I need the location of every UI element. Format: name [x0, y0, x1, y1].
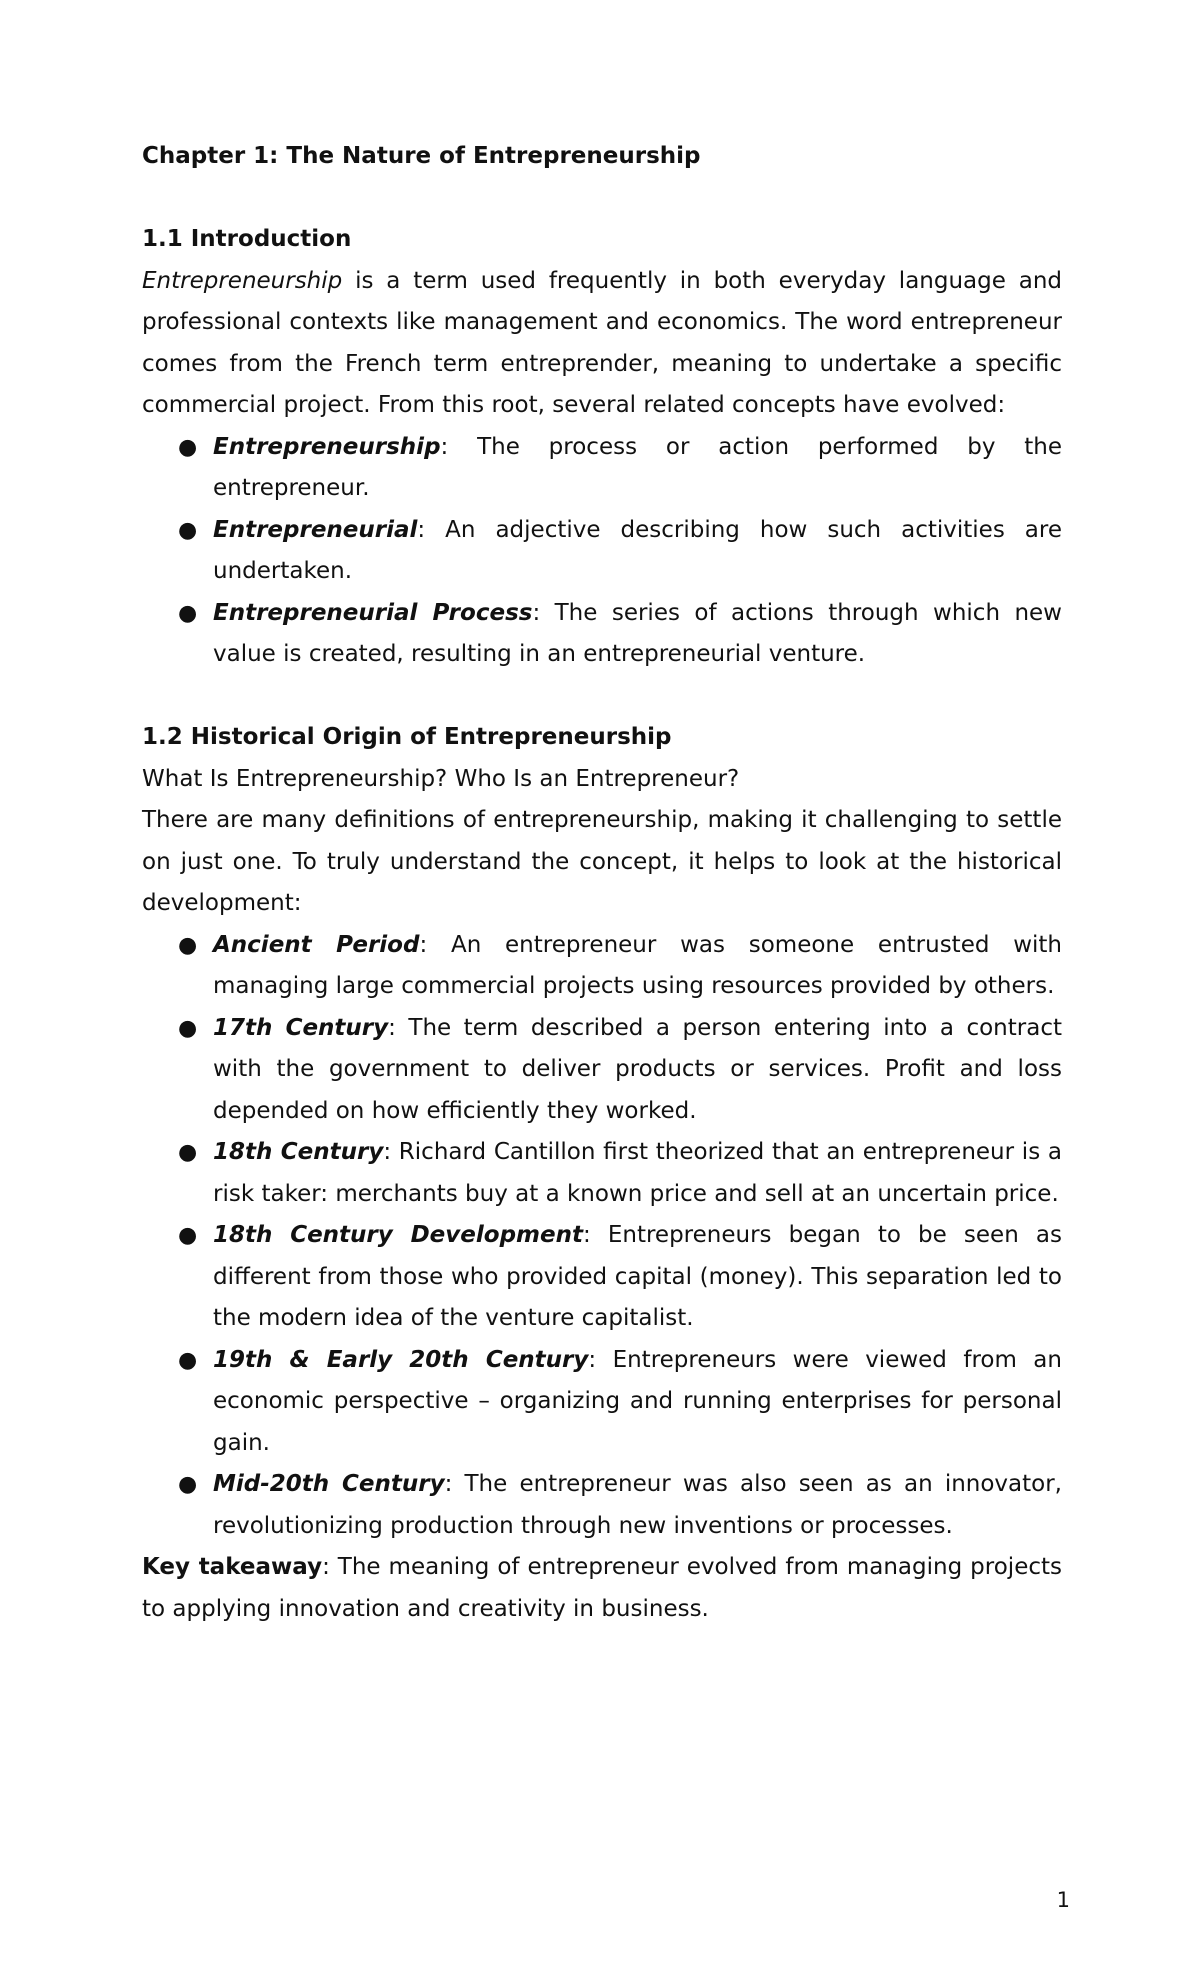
bullet-icon: ●	[178, 1015, 198, 1041]
section-2-title: 1.2 Historical Origin of Entrepreneurship	[142, 724, 672, 750]
list-item	[142, 1464, 1062, 1547]
bullet-term: 17th Century	[213, 1014, 389, 1041]
bullet-text: : The term described a person entering into a contract with the government to deliver products or services. Profit and loss depended on how efficiently they worked.	[213, 1014, 1062, 1124]
bullet-text: : Entrepreneurs began to be seen as different from those who provided capital (money). This separation led to the modern idea of the venture capitalist.	[213, 1222, 1063, 1331]
section-1-intro	[142, 261, 1062, 427]
list-item	[142, 925, 1062, 1008]
bullet-text: : An adjective describing how such activities are undertaken.	[213, 516, 1062, 584]
spacer	[142, 676, 1062, 718]
page-content	[142, 136, 1062, 1630]
list-item	[142, 593, 1062, 676]
intro-term: Entrepreneurship	[142, 267, 343, 294]
bullet-icon: ●	[178, 517, 198, 543]
bullet-icon: ●	[178, 1472, 198, 1497]
chapter-title: Chapter 1: The Nature of Entrepreneurship	[142, 143, 701, 169]
list-item	[142, 1215, 1062, 1340]
intro-text: is a term used frequently in both everyday language and professional contexts like management and economics. The word entrepreneur comes from the French term entreprender, meaning to undertake a specific commercial project. From this root, several related concepts have evolved:	[142, 267, 1062, 418]
section-2-intro: There are many definitions of entrepreneurship, making it challenging to settle on just one. To truly understand the concept, it helps to look at the historical development:	[142, 807, 1062, 916]
bullet-term: Entrepreneurial	[213, 516, 418, 543]
section-1-title: 1.1 Introduction	[142, 226, 352, 252]
bullet-term: Entrepreneurial Process	[213, 599, 533, 626]
bullet-term: Ancient Period	[213, 931, 420, 958]
page-number: 1	[1056, 1888, 1070, 1912]
bullet-icon: ●	[178, 1223, 198, 1248]
bullet-term: 18th Century Development	[213, 1222, 583, 1248]
bullet-term: Entrepreneurship	[213, 433, 441, 460]
spacer	[142, 178, 1062, 220]
bullet-icon: ●	[178, 600, 198, 626]
bullet-icon: ●	[178, 1140, 198, 1165]
list-item	[142, 427, 1062, 510]
list-item	[142, 1008, 1062, 1133]
bullet-term: Mid-20th Century	[213, 1471, 445, 1497]
list-item	[142, 510, 1062, 593]
bullet-text: : The series of actions through which new value is created, resulting in an entrepreneurial venture.	[213, 599, 1062, 667]
bullet-text: : An entrepreneur was someone entrusted with managing large commercial projects using resources provided by others.	[213, 931, 1063, 999]
takeaway-label: Key takeaway	[142, 1554, 323, 1580]
list-item	[142, 1132, 1062, 1215]
bullet-text: : Entrepreneurs were viewed from an economic perspective – organizing and running enterprises for personal gain.	[213, 1346, 1062, 1456]
bullet-text: : The entrepreneur was also seen as an innovator, revolutionizing production through new inventions or processes.	[213, 1471, 1062, 1539]
bullet-term: 18th Century	[213, 1139, 384, 1165]
bullet-term: 19th & Early 20th Century	[213, 1346, 589, 1373]
bullet-icon: ●	[178, 434, 198, 460]
bullet-icon: ●	[178, 1347, 198, 1373]
bullet-text: : Richard Cantillon first theorized that an entrepreneur is a risk taker: merchants buy at a known price and sell at an uncertain price.	[213, 1139, 1062, 1207]
section-1-bullet-list	[142, 427, 1062, 676]
list-item	[142, 1340, 1062, 1465]
takeaway-text: : The meaning of entrepreneur evolved from managing projects to applying innovation and creativity in business.	[142, 1554, 1062, 1622]
section-2-bullet-list	[142, 925, 1062, 1548]
section-2-subheading: What Is Entrepreneurship? Who Is an Entrepreneur?	[142, 765, 740, 792]
key-takeaway	[142, 1547, 1062, 1630]
bullet-text: : The process or action performed by the entrepreneur.	[213, 433, 1062, 501]
bullet-icon: ●	[178, 932, 198, 958]
